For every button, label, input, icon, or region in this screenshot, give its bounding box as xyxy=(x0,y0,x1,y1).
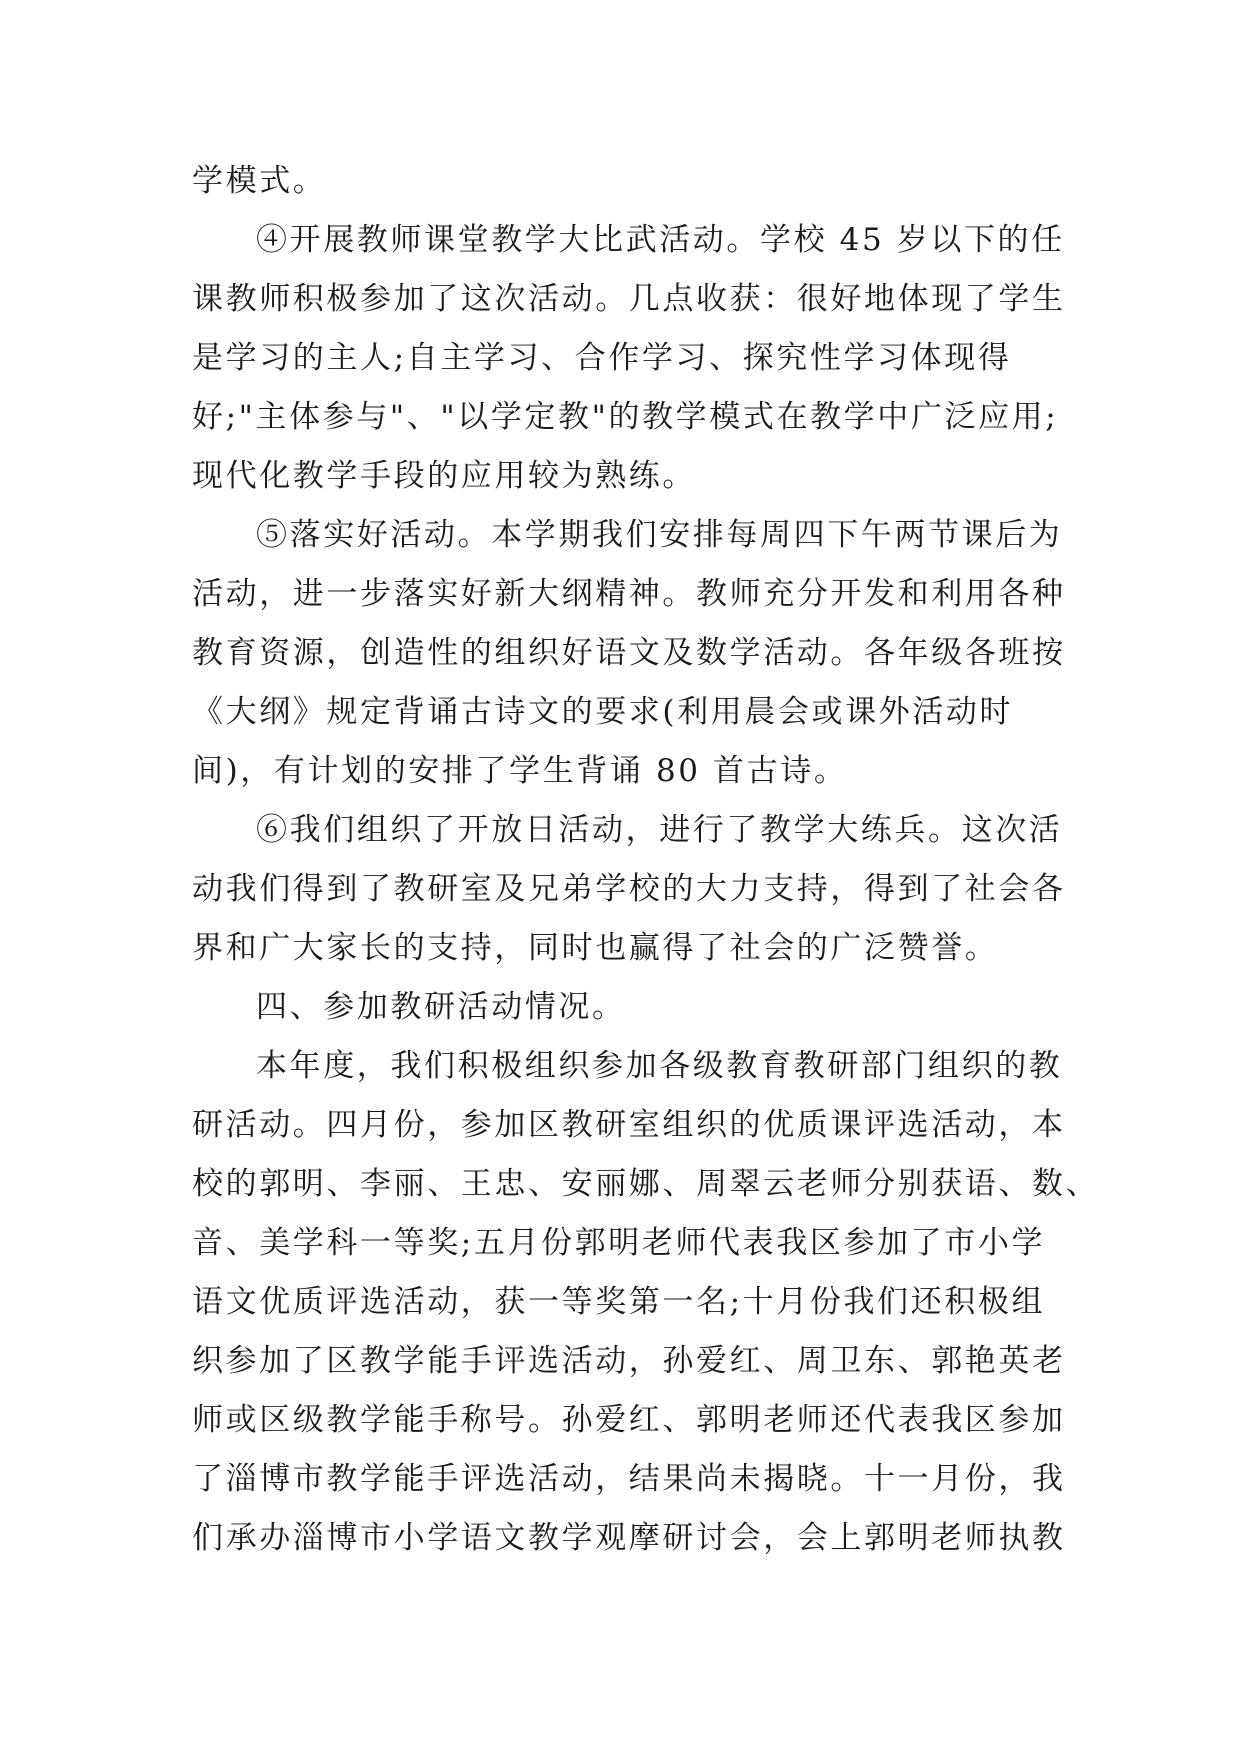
text-line: 语文优质评选活动，获一等奖第一名;十月份我们还积极组 xyxy=(192,1284,1046,1320)
text-line: 了淄博市教学能手评选活动，结果尚未揭晓。十一月份，我 xyxy=(192,1461,1066,1497)
body-text xyxy=(192,152,1100,1568)
text-line: 织参加了区教学能手评选活动，孙爱红、周卫东、郭艳英老 xyxy=(192,1343,1066,1379)
text-line: 校的郭明、李丽、王忠、安丽娜、周翠云老师分别获语、数、 xyxy=(192,1166,1100,1202)
section-heading: 四、参加教研活动情况。 xyxy=(256,989,626,1025)
text-line: ④开展教师课堂教学大比武活动。学校 45 岁以下的任 xyxy=(256,222,1065,258)
text-line: 《大纲》规定背诵古诗文的要求(利用晨会或课外活动时 xyxy=(192,694,1014,730)
text-line: 好;"主体参与"、"以学定教"的教学模式在教学中广泛应用; xyxy=(192,399,1059,435)
text-line: 间)，有计划的安排了学生背诵 80 首古诗。 xyxy=(192,753,848,789)
text-line: 研活动。四月份，参加区教研室组织的优质课评选活动，本 xyxy=(192,1107,1066,1143)
text-line: 是学习的主人;自主学习、合作学习、探究性学习体现得 xyxy=(192,340,1012,376)
text-line: 现代化教学手段的应用较为熟练。 xyxy=(192,458,696,494)
text-line: 课教师积极参加了这次活动。几点收获：很好地体现了学生 xyxy=(192,281,1066,317)
text-line: 动我们得到了教研室及兄弟学校的大力支持，得到了社会各 xyxy=(192,871,1066,907)
text-line: 教育资源，创造性的组织好语文及数学活动。各年级各班按 xyxy=(192,635,1066,671)
text-line: 本年度，我们积极组织参加各级教育教研部门组织的教 xyxy=(256,1048,1063,1084)
text-line: ⑤落实好活动。本学期我们安排每周四下午两节课后为 xyxy=(256,517,1063,553)
text-line: 学模式。 xyxy=(192,163,327,199)
text-line: 活动，进一步落实好新大纲精神。教师充分开发和利用各种 xyxy=(192,576,1066,612)
text-line: 师或区级教学能手称号。孙爱红、郭明老师还代表我区参加 xyxy=(192,1402,1066,1438)
text-line: 界和广大家长的支持，同时也赢得了社会的广泛赞誉。 xyxy=(192,930,999,966)
text-line: 音、美学科一等奖;五月份郭明老师代表我区参加了市小学 xyxy=(192,1225,1046,1261)
text-line: 们承办淄博市小学语文教学观摩研讨会，会上郭明老师执教 xyxy=(192,1520,1066,1556)
text-line: ⑥我们组织了开放日活动，进行了教学大练兵。这次活 xyxy=(256,812,1063,848)
